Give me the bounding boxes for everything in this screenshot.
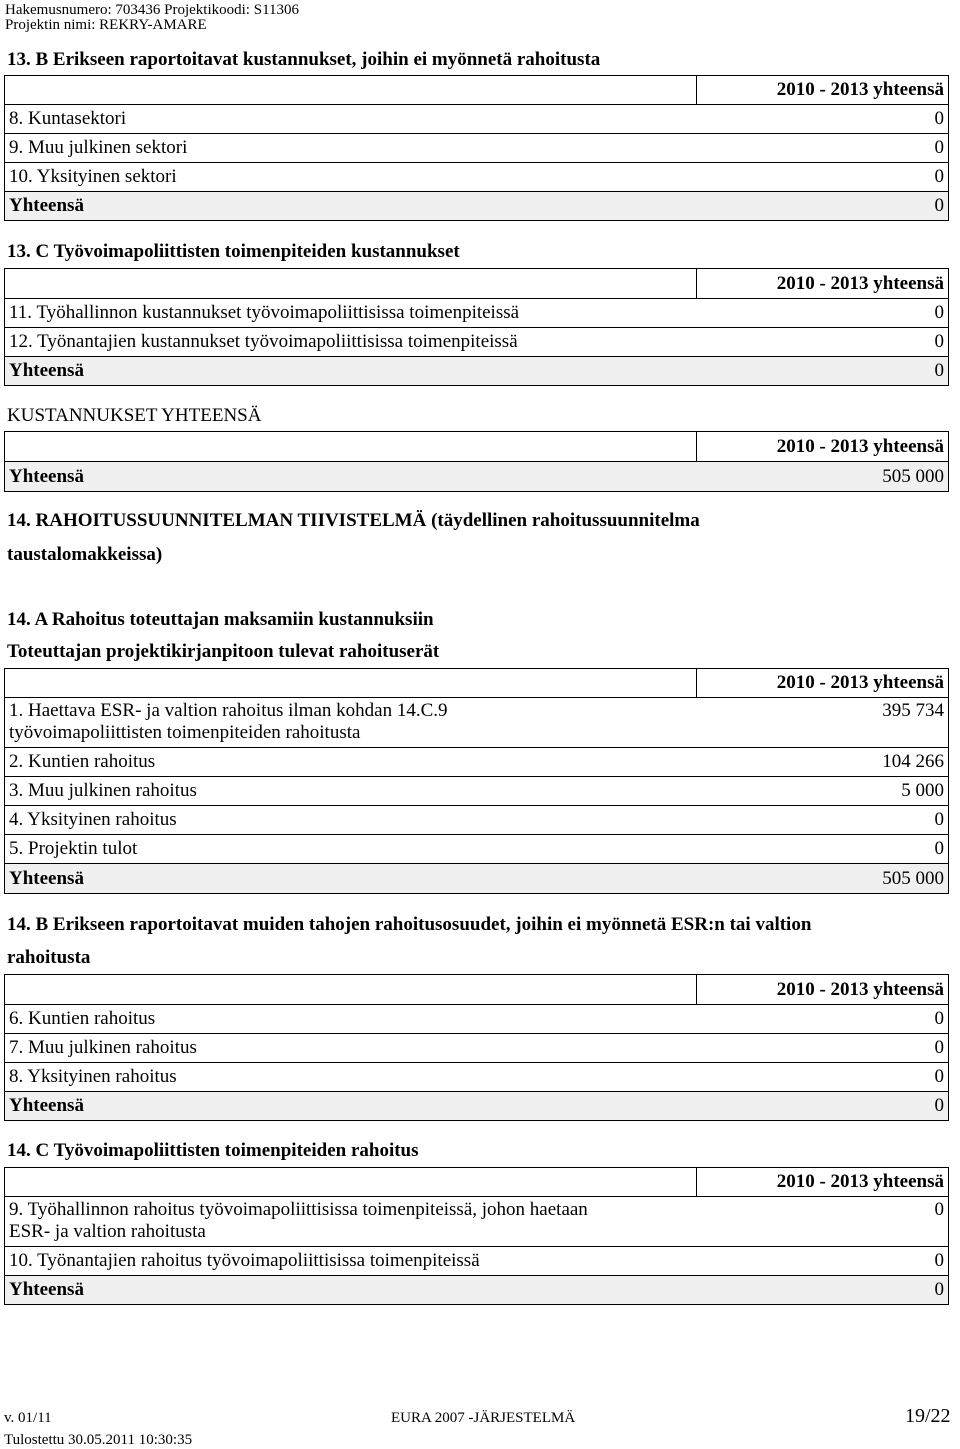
row-label: 10. Yksityinen sektori	[9, 166, 177, 187]
table-row	[5, 748, 949, 777]
table-row	[5, 105, 949, 134]
section-14a-subtitle: Toteuttajan projektikirjanpitoon tulevat rahoituserät	[7, 641, 440, 662]
row-value: 0	[934, 1008, 944, 1029]
table-13b	[4, 75, 949, 221]
application-number: Hakemusnumero: 703436 Projektikoodi: S11306	[5, 2, 300, 18]
table-14c	[4, 1167, 949, 1305]
table-13c	[4, 268, 949, 386]
row-value: 0	[934, 360, 944, 381]
period-header: 2010 - 2013 yhteensä	[697, 975, 949, 1005]
row-label: Yhteensä	[9, 1279, 84, 1300]
table-row	[5, 163, 949, 192]
table-row	[5, 1197, 949, 1247]
row-label: Yhteensä	[9, 867, 84, 889]
table-14a	[4, 668, 949, 894]
row-value: 0	[934, 331, 944, 352]
row-value: 0	[934, 108, 944, 129]
empty-cell	[5, 269, 697, 299]
table-row	[5, 698, 949, 748]
table-row	[5, 299, 949, 328]
table-header-row	[5, 76, 949, 105]
table-row	[5, 1005, 949, 1034]
row-value: 5 000	[901, 780, 944, 801]
row-label: 11. Työhallinnon kustannukset työvoimapoliittisissa toimenpiteissä	[9, 302, 520, 323]
row-value: 0	[934, 1250, 944, 1271]
row-value: 0	[934, 1066, 944, 1087]
row-value: 505 000	[882, 465, 944, 487]
row-label-line2: työvoimapoliittisten toimenpiteiden rahoitusta	[9, 722, 361, 743]
footer-page-number: 19/22	[905, 1405, 951, 1427]
row-label: 9. Muu julkinen sektori	[9, 137, 188, 158]
section-14-title-line1: 14. RAHOITUSSUUNNITELMAN TIIVISTELMÄ (täydellinen rahoitussuunnitelma	[7, 510, 700, 531]
row-value: 0	[934, 1279, 944, 1300]
table-row	[5, 1247, 949, 1276]
empty-cell	[5, 1168, 697, 1197]
period-header: 2010 - 2013 yhteensä	[697, 669, 949, 698]
section-13b-title: 13. B Erikseen raportoitavat kustannukset, joihin ei myönnetä rahoitusta	[7, 49, 601, 70]
section-14c-title: 14. C Työvoimapoliittisten toimenpiteiden rahoitus	[7, 1140, 419, 1161]
period-header: 2010 - 2013 yhteensä	[697, 76, 949, 105]
period-header: 2010 - 2013 yhteensä	[697, 269, 949, 299]
table-header-row	[5, 975, 949, 1005]
row-label: 8. Yksityinen rahoitus	[9, 1066, 177, 1087]
footer-version: v. 01/11	[4, 1410, 52, 1426]
row-value: 0	[934, 1037, 944, 1058]
total-row	[5, 462, 949, 492]
section-14a-title: 14. A Rahoitus toteuttajan maksamiin kustannuksiin	[7, 609, 434, 630]
footer-system: EURA 2007 -JÄRJESTELMÄ	[391, 1410, 576, 1426]
table-header-row	[5, 1168, 949, 1197]
table-14b	[4, 974, 949, 1121]
row-label: 4. Yksityinen rahoitus	[9, 809, 177, 830]
empty-cell	[5, 76, 697, 105]
row-value: 0	[934, 838, 944, 859]
footer-printed-timestamp: Tulostettu 30.05.2011 10:30:35	[4, 1432, 193, 1448]
total-row	[5, 1092, 949, 1121]
table-row	[5, 134, 949, 163]
empty-cell	[5, 975, 697, 1005]
section-14b-title-line1: 14. B Erikseen raportoitavat muiden tahojen rahoitusosuudet, joihin ei myönnetä ESR:n tai valtion	[7, 914, 812, 935]
section-14-title-line2: taustalomakkeissa)	[7, 544, 163, 565]
row-label: Yhteensä	[9, 465, 84, 487]
total-row	[5, 357, 949, 386]
row-label-line1: 9. Työhallinnon rahoitus työvoimapoliittisissa toimenpiteissä, johon haetaan	[9, 1199, 588, 1220]
row-label: 5. Projektin tulot	[9, 838, 138, 859]
table-row	[5, 328, 949, 357]
row-value: 0	[934, 137, 944, 158]
row-value: 0	[934, 195, 944, 216]
row-value: 0	[697, 1197, 949, 1247]
row-label: 10. Työnantajien rahoitus työvoimapoliittisissa toimenpiteissä	[9, 1250, 480, 1271]
table-header-row	[5, 269, 949, 299]
period-header: 2010 - 2013 yhteensä	[697, 1168, 949, 1197]
total-row	[5, 192, 949, 221]
total-row	[5, 1276, 949, 1305]
table-row	[5, 1034, 949, 1063]
section-14b-title-line2: rahoitusta	[7, 947, 91, 968]
row-value: 0	[934, 809, 944, 830]
row-value: 505 000	[882, 867, 944, 889]
empty-cell	[5, 669, 697, 698]
period-header: 2010 - 2013 yhteensä	[697, 432, 949, 462]
total-costs-title: KUSTANNUKSET YHTEENSÄ	[7, 405, 262, 426]
project-name: Projektin nimi: REKRY-AMARE	[5, 17, 207, 33]
row-label: 6. Kuntien rahoitus	[9, 1008, 156, 1029]
table-total-costs	[4, 431, 949, 492]
row-label: 12. Työnantajien kustannukset työvoimapoliittisissa toimenpiteissä	[9, 331, 518, 352]
row-value: 0	[934, 1095, 944, 1116]
table-row	[5, 806, 949, 835]
row-label: Yhteensä	[9, 1095, 84, 1116]
row-label: 7. Muu julkinen rahoitus	[9, 1037, 197, 1058]
table-row	[5, 777, 949, 806]
row-value: 0	[934, 166, 944, 187]
row-value: 0	[934, 302, 944, 323]
row-label-line2: ESR- ja valtion rahoitusta	[9, 1221, 206, 1242]
table-header-row	[5, 669, 949, 698]
table-row	[5, 835, 949, 864]
empty-cell	[5, 432, 697, 462]
row-label: 2. Kuntien rahoitus	[9, 751, 156, 772]
table-header-row	[5, 432, 949, 462]
row-label: 8. Kuntasektori	[9, 108, 127, 129]
table-row	[5, 1063, 949, 1092]
row-label: 3. Muu julkinen rahoitus	[9, 780, 197, 801]
section-13c-title: 13. C Työvoimapoliittisten toimenpiteiden kustannukset	[7, 241, 460, 262]
row-label: Yhteensä	[9, 360, 84, 381]
row-value: 395 734	[697, 698, 949, 748]
total-row	[5, 864, 949, 894]
row-label: Yhteensä	[9, 195, 84, 216]
row-label-line1: 1. Haettava ESR- ja valtion rahoitus ilman kohdan 14.C.9	[9, 700, 448, 721]
row-value: 104 266	[882, 751, 944, 772]
